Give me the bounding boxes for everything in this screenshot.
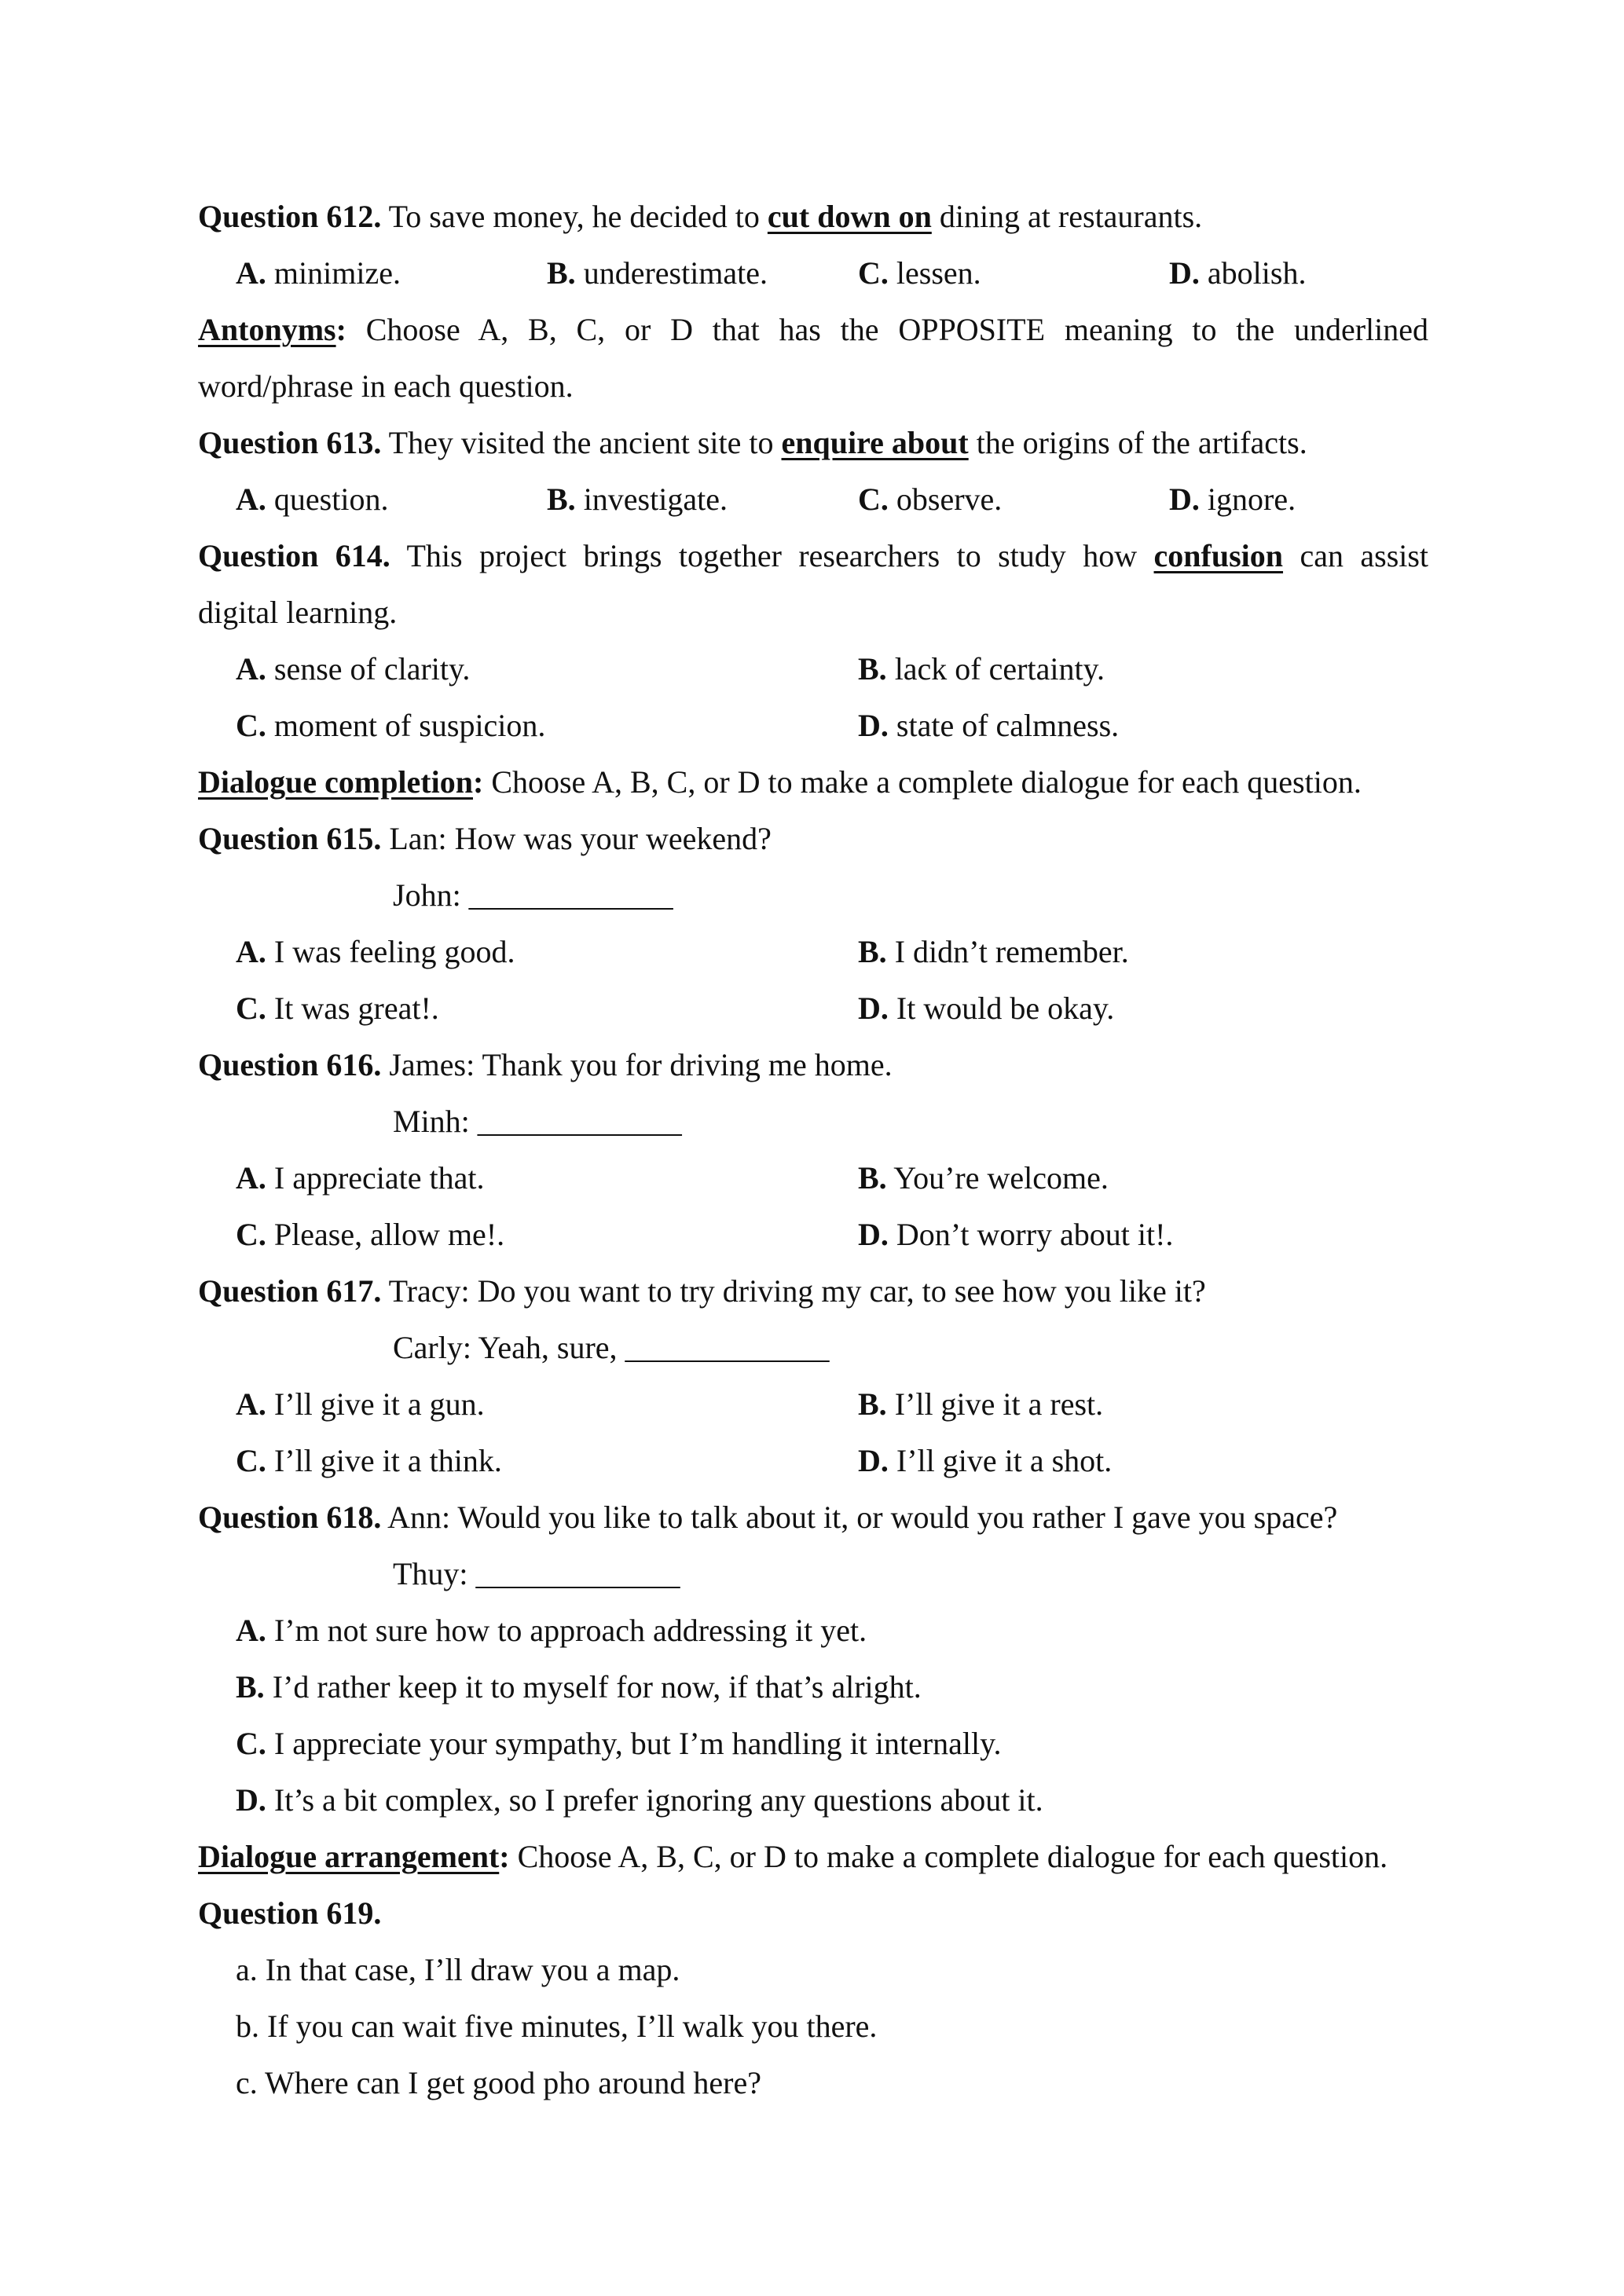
arrangement-line-b: b. If you can wait five minutes, I’ll walk you there.	[236, 2009, 878, 2044]
antonyms-instruction-cont: word/phrase in each question.	[198, 368, 574, 404]
option-c[interactable]: C. lessen.	[858, 255, 981, 291]
option-d[interactable]: D. state of calmness.	[858, 708, 1120, 743]
dialogue-prompt: Tracy: Do you want to try driving my car, to see how you like it?	[388, 1273, 1206, 1309]
option-d[interactable]: D. It’s a bit complex, so I prefer ignoring any questions about it.	[236, 1782, 1043, 1818]
option-b[interactable]: B. I didn’t remember.	[858, 934, 1129, 969]
instruction-text: Choose A, B, C, or D that has the OPPOSITE meaning to the underlined	[365, 312, 1429, 347]
instruction-text: Choose A, B, C, or D to make a complete dialogue for each question.	[491, 764, 1362, 800]
option-d[interactable]: D. ignore.	[1169, 482, 1296, 517]
dialogue-reply: Carly: Yeah, sure, _____________	[393, 1330, 830, 1365]
dialogue-prompt: Ann: Would you like to talk about it, or would you rather I gave you space?	[387, 1500, 1338, 1535]
option-c[interactable]: C. I’ll give it a think.	[236, 1443, 502, 1478]
stem-text: This project brings together researchers to study how	[406, 538, 1138, 573]
question-label: Question 616.	[198, 1047, 382, 1082]
underlined-word: confusion	[1153, 538, 1284, 573]
question-617-stem	[198, 1273, 1206, 1310]
question-613-stem	[198, 424, 1307, 462]
option-b[interactable]: B. lack of certainty.	[858, 651, 1105, 687]
option-a[interactable]: A. question.	[236, 482, 389, 517]
option-b[interactable]: B. I’d rather keep it to myself for now, if that’s alright.	[236, 1669, 922, 1705]
question-label: Question 618.	[198, 1500, 382, 1535]
question-label: Question 612.	[198, 199, 382, 234]
option-a[interactable]: A. I was feeling good.	[236, 934, 515, 969]
stem-text: dining at restaurants.	[939, 199, 1203, 234]
antonyms-instruction: Antonyms: Choose A, B, C, or D that has the OPPOSITE meaning to the underlined	[198, 312, 1429, 347]
question-label: Question 617.	[198, 1273, 382, 1309]
option-b[interactable]: B. I’ll give it a rest.	[858, 1386, 1104, 1422]
section-title: Antonyms	[198, 312, 336, 347]
stem-text: They visited the ancient site to	[388, 425, 774, 460]
stem-text: can assist	[1300, 538, 1429, 573]
stem-text: the origins of the artifacts.	[976, 425, 1307, 460]
dialogue-reply: Thuy: _____________	[393, 1556, 680, 1591]
underlined-phrase: cut down on	[767, 199, 932, 234]
dialogue-completion-instruction: Dialogue completion: Choose A, B, C, or D to make a complete dialogue for each question.	[198, 764, 1362, 800]
question-612-stem	[198, 198, 1202, 236]
option-c[interactable]: C. I appreciate your sympathy, but I’m handling it internally.	[236, 1726, 1002, 1761]
option-a[interactable]: A. minimize.	[236, 255, 401, 291]
dialogue-reply: Minh: _____________	[393, 1104, 682, 1139]
question-619-label: Question 619.	[198, 1895, 382, 1931]
option-c[interactable]: C. moment of suspicion.	[236, 708, 546, 743]
section-title: Dialogue arrangement	[198, 1839, 500, 1874]
option-a[interactable]: A. I appreciate that.	[236, 1160, 485, 1196]
question-label: Question 613.	[198, 425, 382, 460]
question-615-stem	[198, 820, 772, 858]
option-c[interactable]: C. observe.	[858, 482, 1003, 517]
question-618-stem	[198, 1499, 1337, 1536]
dialogue-arrangement-instruction: Dialogue arrangement: Choose A, B, C, or D to make a complete dialogue for each question.	[198, 1839, 1388, 1874]
section-title: Dialogue completion	[198, 764, 473, 800]
instruction-text: Choose A, B, C, or D to make a complete dialogue for each question.	[517, 1839, 1388, 1874]
option-d[interactable]: D. It would be okay.	[858, 991, 1115, 1026]
arrangement-line-c: c. Where can I get good pho around here?	[236, 2065, 761, 2100]
option-d[interactable]: D. Don’t worry about it!.	[858, 1217, 1174, 1252]
dialogue-reply: John: _____________	[393, 877, 673, 913]
question-label: Question 615.	[198, 821, 382, 856]
stem-text: To save money, he decided to	[388, 199, 760, 234]
dialogue-prompt: James: Thank you for driving me home.	[389, 1047, 893, 1082]
option-a[interactable]: A. I’m not sure how to approach addressing it yet.	[236, 1613, 867, 1648]
option-d[interactable]: D. I’ll give it a shot.	[858, 1443, 1113, 1478]
option-a[interactable]: A. sense of clarity.	[236, 651, 471, 687]
question-614-stem	[198, 537, 1428, 575]
dialogue-prompt: Lan: How was your weekend?	[389, 821, 772, 856]
question-614-stem-cont: digital learning.	[198, 595, 398, 630]
underlined-phrase: enquire about	[781, 425, 969, 460]
option-b[interactable]: B. investigate.	[547, 482, 728, 517]
option-b[interactable]: B. You’re welcome.	[858, 1160, 1109, 1196]
option-c[interactable]: C. Please, allow me!.	[236, 1217, 505, 1252]
question-616-stem	[198, 1046, 893, 1084]
question-label: Question 614.	[198, 538, 390, 573]
arrangement-line-a: a. In that case, I’ll draw you a map.	[236, 1952, 680, 1987]
option-a[interactable]: A. I’ll give it a gun.	[236, 1386, 485, 1422]
option-c[interactable]: C. It was great!.	[236, 991, 439, 1026]
option-d[interactable]: D. abolish.	[1169, 255, 1307, 291]
option-b[interactable]: B. underestimate.	[547, 255, 768, 291]
